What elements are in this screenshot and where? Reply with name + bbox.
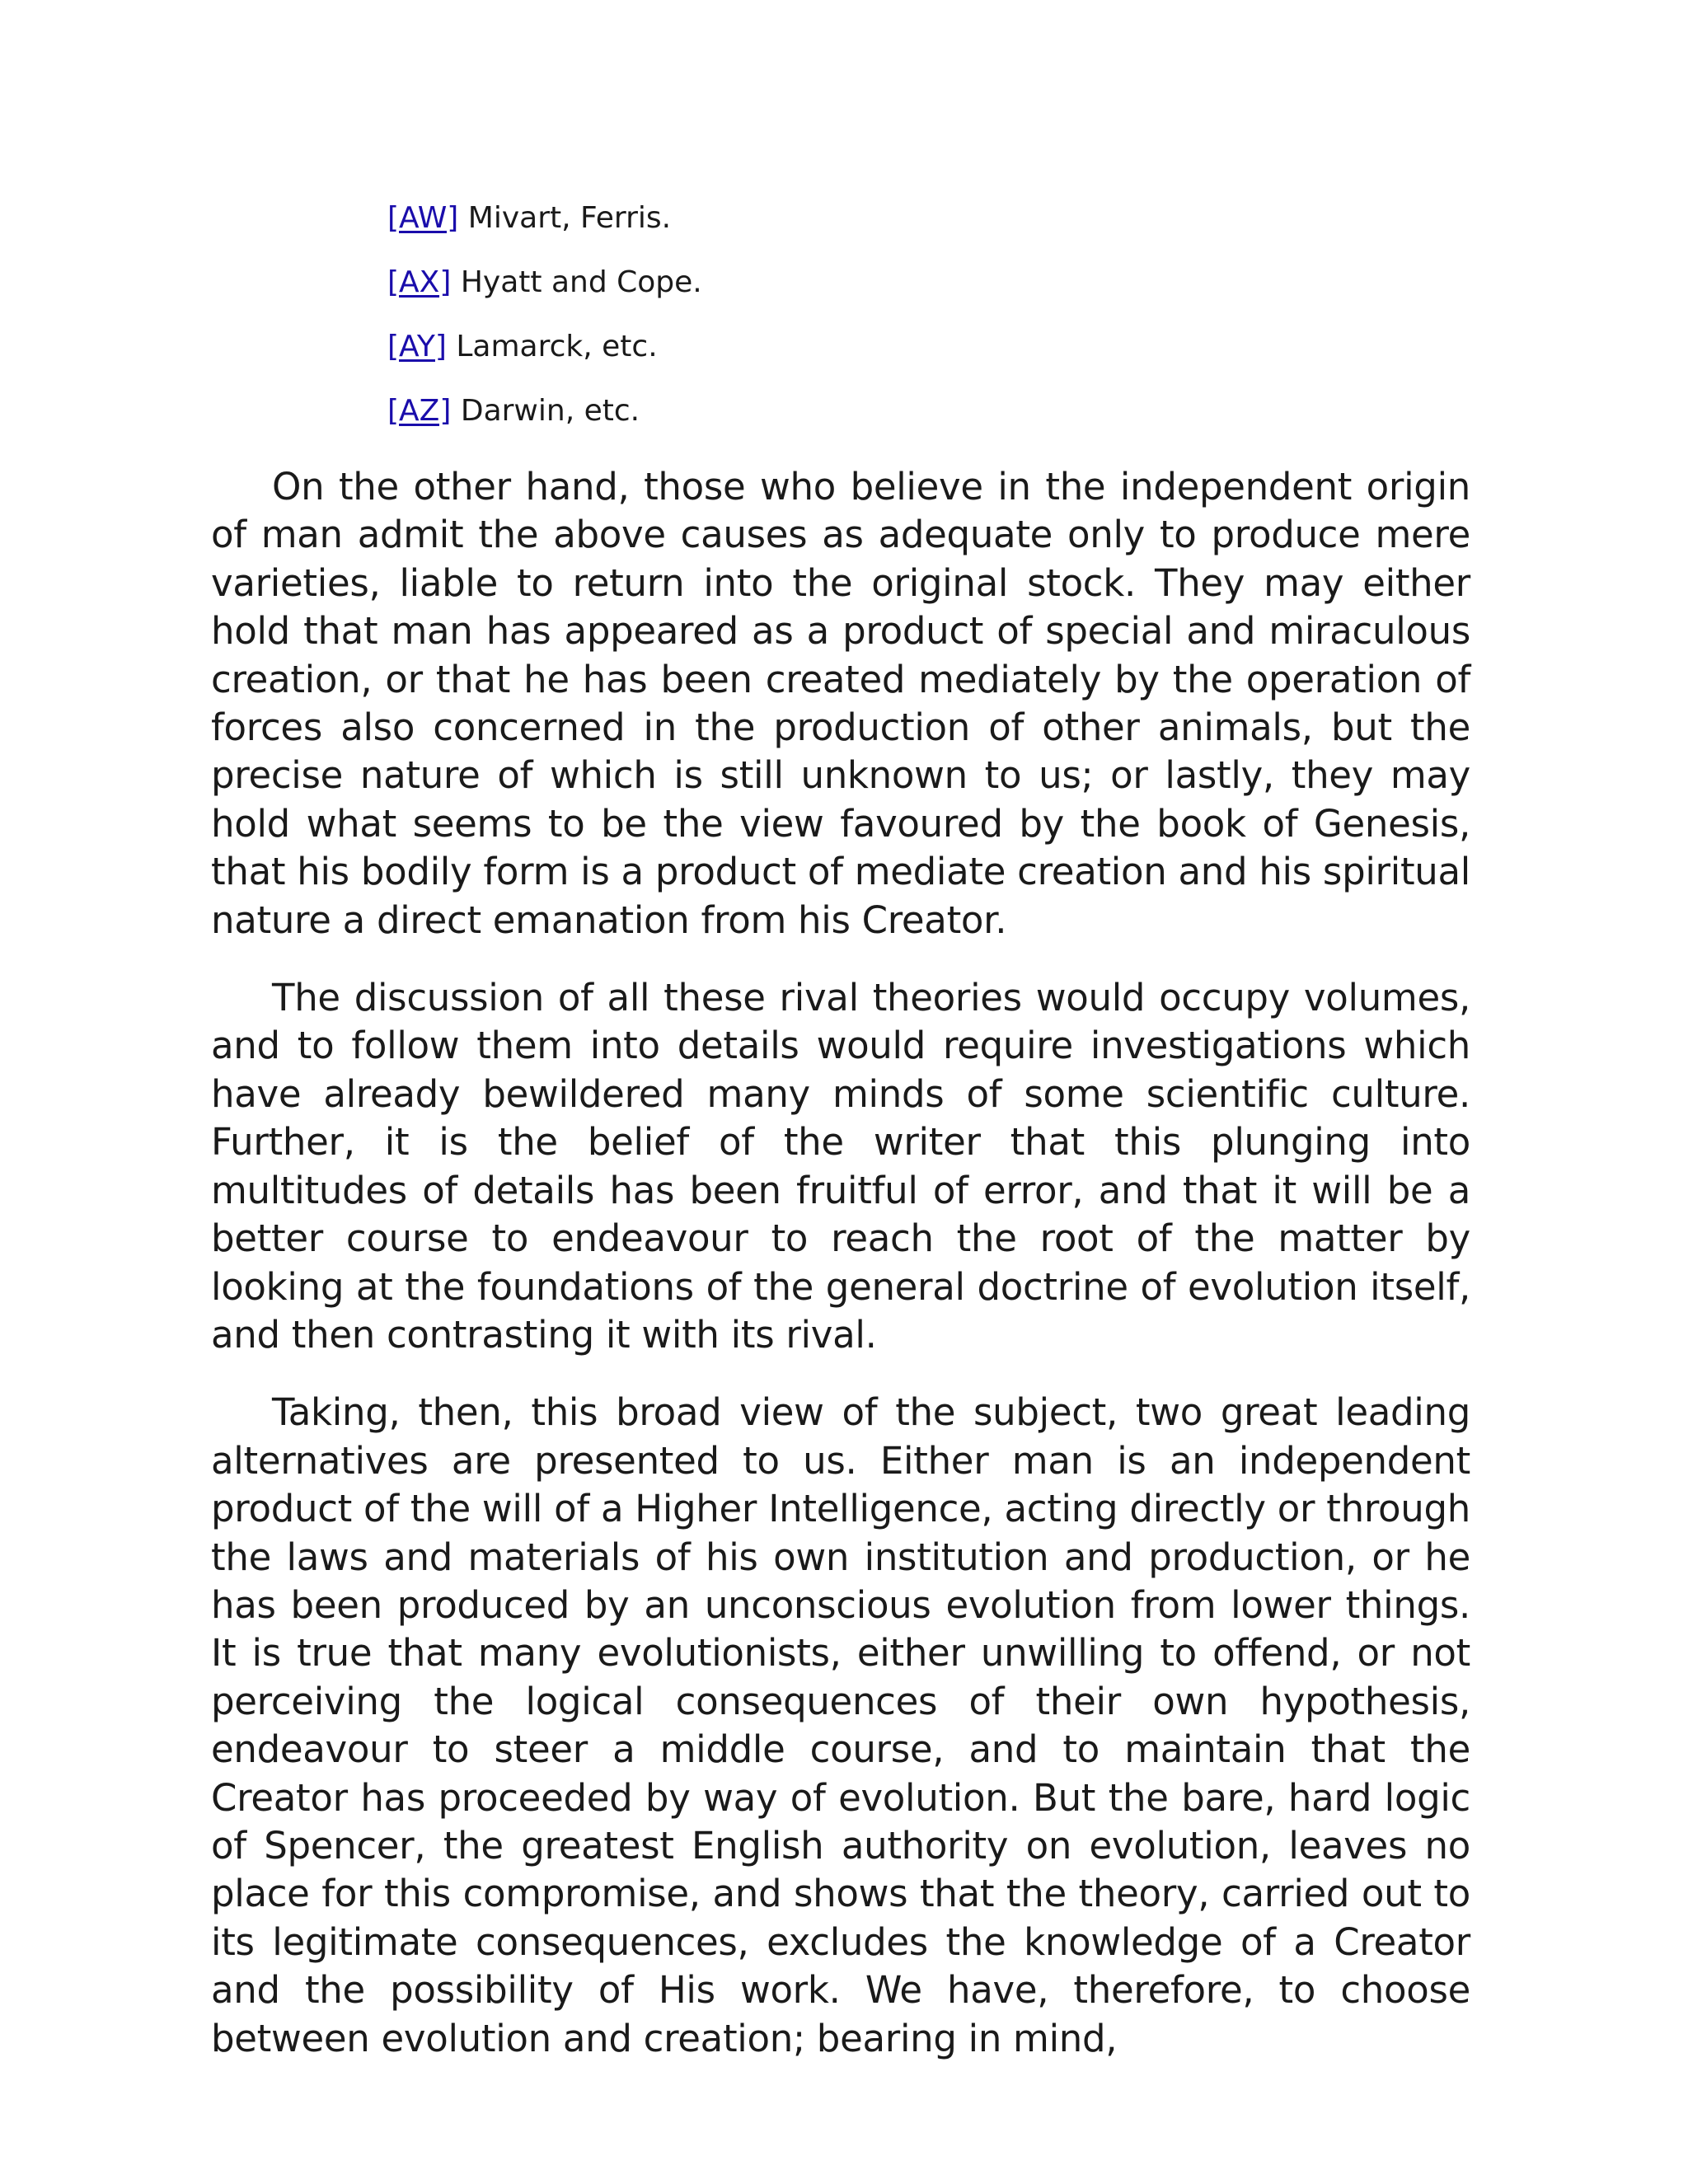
footnote-link-ax[interactable]: [AX]	[387, 265, 452, 299]
body-text	[211, 463, 1470, 2093]
footnote-text-ay: Lamarck, etc.	[456, 330, 658, 363]
footnote-ax	[387, 260, 1459, 305]
footnote-list	[387, 196, 1459, 453]
footnote-text-ax: Hyatt and Cope.	[460, 265, 702, 299]
footnote-aw	[387, 196, 1459, 241]
paragraph-independent-origin: On the other hand, those who believe in the independent origin of man admit the above causes as adequate only to produce mere varieties, liable to return into the original stock. They may either hold that man has appeared as a product of special and miraculous creation, or that he has been created mediately by the operation of forces also concerned in the production of other animals, but the precise nature of which is still unknown to us; or lastly, they may hold what seems to be the view favoured by the book of Genesis, that his bodily form is a product of mediate creation and his spiritual nature a direct emanation from his Creator.	[211, 465, 1470, 942]
footnote-ay	[387, 325, 1459, 369]
paragraph-two-alternatives: Taking, then, this broad view of the subject, two great leading alternatives are presented to us. Either man is an independent product of the will of a Higher Intelligence, acting directly or through the laws and materials of his own institution and production, or he has been produced by an unconscious evolution from lower things. It is true that many evolutionists, either unwilling to offend, or not perceiving the logical consequences of their own hypothesis, endeavour to steer a middle course, and to maintain that the Creator has proceeded by way of evolution. But the bare, hard logic of Spencer, the greatest English authority on evolution, leaves no place for this compromise, and shows that the theory, carried out to its legitimate consequences, excludes the knowledge of a Creator and the possibility of His work. We have, therefore, to choose between evolution and creation; bearing in mind,	[211, 1390, 1470, 2060]
footnote-az	[387, 389, 1459, 434]
footnote-link-aw[interactable]: [AW]	[387, 201, 459, 235]
footnote-text-aw: Mivart, Ferris.	[467, 201, 672, 235]
footnote-link-ay[interactable]: [AY]	[387, 330, 447, 363]
footnote-link-az[interactable]: [AZ]	[387, 394, 452, 428]
paragraph-rival-theories: The discussion of all these rival theories would occupy volumes, and to follow them into details would require investigations which have already bewildered many minds of some scientific culture. Further, it is the belief of the writer that this plunging into multitudes of details has been fruitful of error, and that it will be a better course to endeavour to reach the root of the matter by looking at the foundations of the general doctrine of evolution itself, and then contrasting it with its rival.	[211, 976, 1470, 1357]
footnote-text-az: Darwin, etc.	[460, 394, 640, 428]
